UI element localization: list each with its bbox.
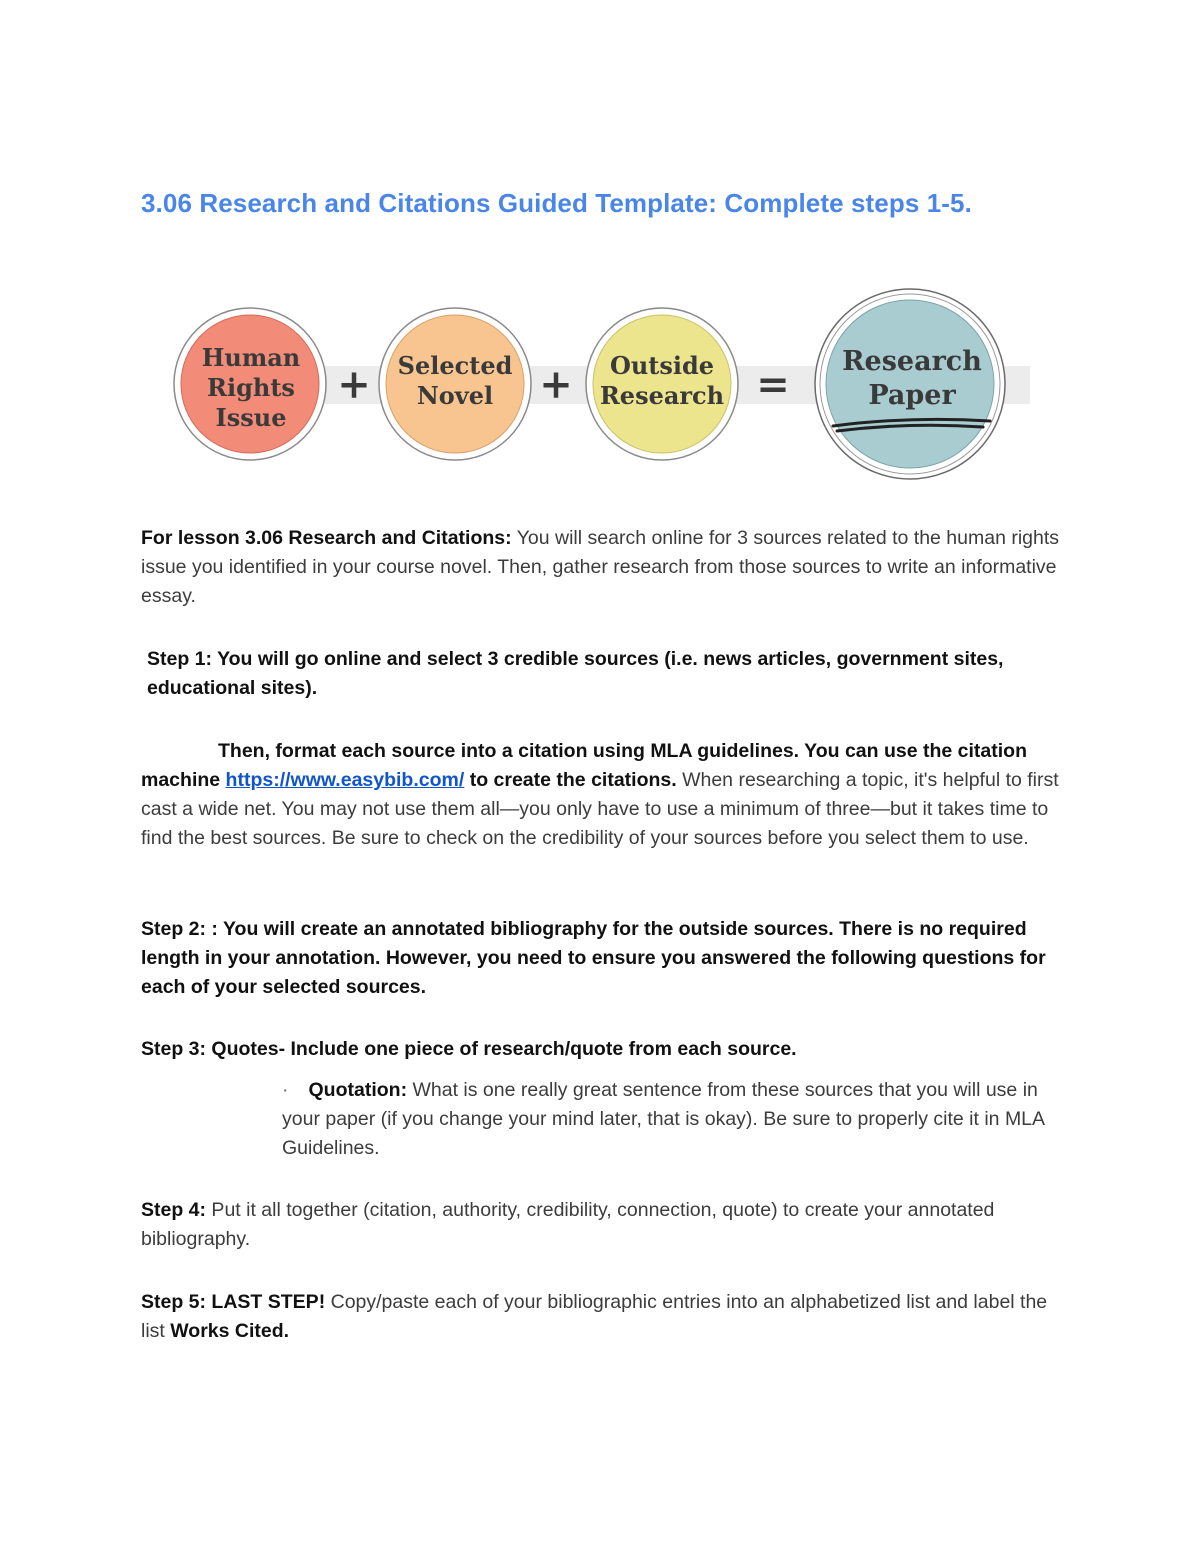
step-5-paragraph [141, 1288, 1061, 1346]
quotation-text: What is one really great sentence from these sources that you will use in your paper (if you change your mind later, that is okay). Be sure to properly cite it in MLA Guidelines. [282, 1079, 1044, 1159]
plus-operator: + [539, 361, 573, 408]
circle-selected-novel [379, 308, 531, 460]
step-5-text: Copy/paste each of your bibliographic entries into an alphabetized list and label the list [141, 1291, 1048, 1342]
step-1-citation-text: When researching a topic, it's helpful to first cast a wide net. You may not use them all—you only have to use a minimum of three—but it takes time to find the best sources. Be sure to check on the credibility of your sources before you select them to use. [141, 769, 1059, 849]
step-4-label: Step 4: [141, 1199, 207, 1221]
circle-label-line: Novel [416, 381, 494, 410]
quotation-label: Quotation: [308, 1079, 408, 1101]
step-1-citation-paragraph [141, 737, 1061, 853]
step-2-paragraph [141, 915, 1061, 1002]
step-1-citation-bold-end: to create the citations. [464, 769, 677, 791]
circle-label-line: Issue [215, 403, 287, 432]
step-3-label: Step 3: Quotes- Include one piece of research/quote from each source. [141, 1038, 797, 1060]
works-cited-label: Works Cited. [170, 1320, 290, 1342]
circle-label-line: Human [201, 343, 301, 372]
research-formula-graphic [165, 280, 1045, 490]
step-3-paragraph [141, 1035, 1061, 1064]
step-4-paragraph [141, 1196, 1061, 1254]
circle-label-line: Research [599, 381, 725, 410]
step-2-label: Step 2: : You will create an annotated bibliography for the outside sources. There is no required length in your annotation. However, you need to ensure you answered the following questions for each of your selected sources. [141, 918, 1046, 998]
circle-label-line: Outside [609, 351, 715, 380]
circle-human-rights-issue [174, 308, 326, 460]
circle-label-line: Research [842, 346, 982, 377]
page-title: 3.06 Research and Citations Guided Template: Complete steps 1-5. [141, 188, 972, 218]
circle-label-line: Paper [868, 380, 956, 411]
plus-operator: + [337, 361, 371, 408]
intro-text: You will search online for 3 sources related to the human rights issue you identified in your course novel. Then, gather research from those sources to write an informative essay. [141, 527, 1060, 607]
step-4-text: Put it all together (citation, authority, credibility, connection, quote) to create your annotated bibliography. [141, 1199, 995, 1250]
step-5-label: Step 5: LAST STEP! [141, 1291, 326, 1313]
quotation-bullet [282, 1076, 1072, 1163]
intro-paragraph [141, 524, 1061, 611]
circle-outside-research [586, 308, 738, 460]
intro-label: For lesson 3.06 Research and Citations: [141, 527, 512, 549]
equals-operator: = [756, 361, 790, 408]
easybib-link[interactable]: https://www.easybib.com/ [225, 769, 465, 791]
circle-research-paper [815, 289, 1005, 479]
step-1-label: Step 1: You will go online and select 3 credible sources (i.e. news articles, government sites, educational sites). [147, 648, 1004, 699]
circle-label-line: Rights [207, 373, 295, 402]
bullet-marker: · [282, 1079, 289, 1101]
step-1-paragraph [147, 645, 1057, 703]
step-1-citation-bold: Then, format each source into a citation using MLA guidelines. You can use the citation machine [141, 740, 1028, 791]
circle-label-line: Selected [397, 351, 513, 380]
